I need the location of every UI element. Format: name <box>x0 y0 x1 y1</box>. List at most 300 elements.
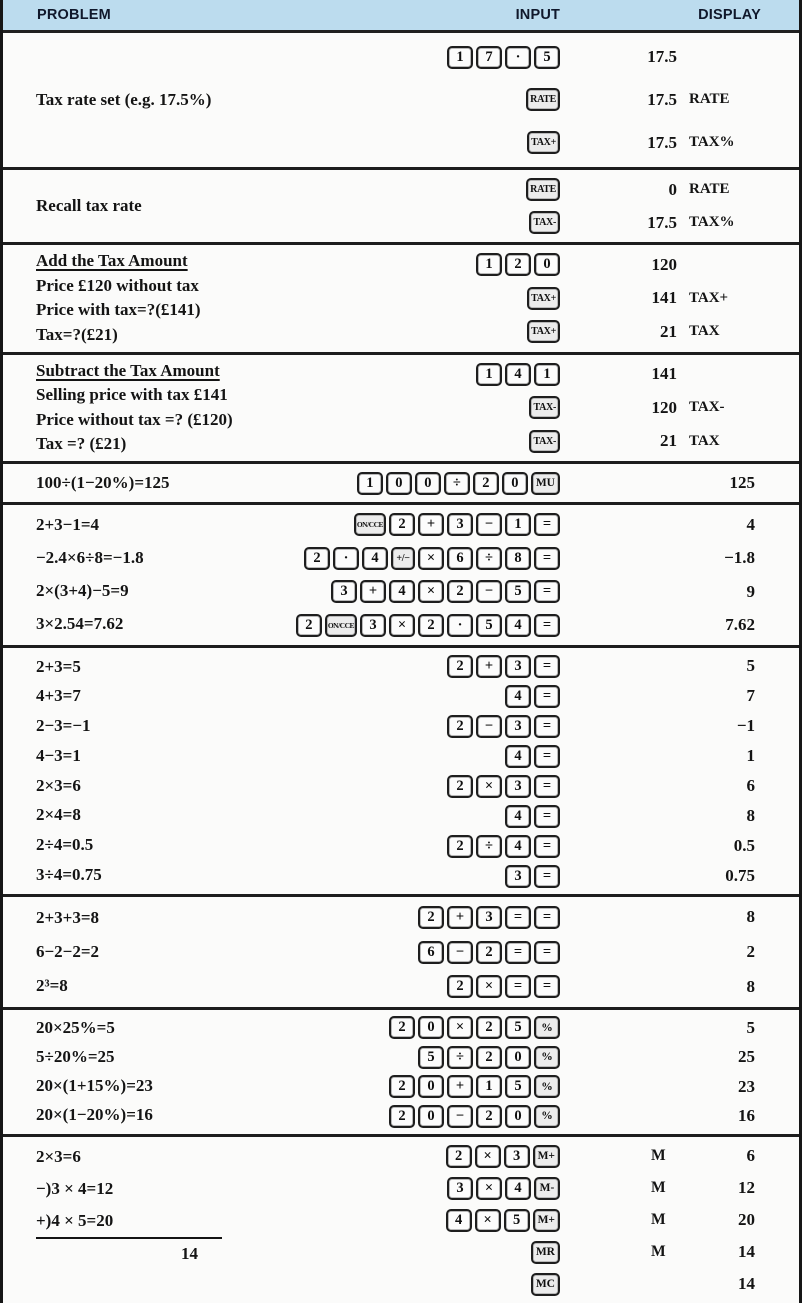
display-value: 8 <box>746 907 755 927</box>
display-cell <box>568 255 763 275</box>
calculator-key-2: 2 <box>476 941 502 964</box>
calculator-key-M+: M+ <box>533 1145 560 1168</box>
calculator-key-=: = <box>534 655 560 678</box>
problem-text: 2×4=8 <box>36 805 81 825</box>
display-cell <box>568 806 763 826</box>
display-label: RATE <box>689 91 730 108</box>
calculator-key-3: 3 <box>505 655 531 678</box>
instruction-step-row <box>335 775 799 798</box>
key-sequence <box>335 1177 568 1200</box>
calculator-key-0: 0 <box>534 253 560 276</box>
calculator-key-4: 4 <box>389 580 415 603</box>
display-value: 4 <box>746 514 755 534</box>
key-sequence <box>335 287 568 310</box>
problem-text: 3×2.54=7.62 <box>36 614 124 634</box>
calculator-key-TAX-: TAX- <box>529 211 560 234</box>
display-value: 12 <box>738 1178 755 1198</box>
display-value: 0.75 <box>725 866 755 886</box>
display-value: 1 <box>746 746 755 766</box>
display-value: 6 <box>746 1146 755 1166</box>
calculator-key-5: 5 <box>505 1016 531 1039</box>
problem-text: 2×3=6 <box>36 775 81 795</box>
display-cell <box>568 866 763 886</box>
key-sequence <box>335 1145 568 1168</box>
calculator-key-4: 4 <box>505 835 531 858</box>
calculator-key-3: 3 <box>331 580 357 603</box>
key-sequence <box>335 253 568 276</box>
instruction-step-row <box>335 655 799 678</box>
instruction-step-row <box>335 1204 799 1236</box>
key-sequence <box>335 655 568 678</box>
key-sequence <box>335 715 568 738</box>
instruction-step-row <box>335 211 799 234</box>
calculator-key-3: 3 <box>505 715 531 738</box>
display-value: 8 <box>746 806 755 826</box>
problem-text: Price without tax =? (£120) <box>36 409 233 429</box>
display-cell <box>568 288 763 308</box>
instruction-step-row <box>335 253 799 276</box>
problem-text: Tax =? (£21) <box>36 434 127 454</box>
table-section <box>3 648 799 897</box>
calculator-key-2: 2 <box>476 1016 502 1039</box>
calculator-key-5: 5 <box>476 614 502 637</box>
calculator-key-+: + <box>476 655 502 678</box>
key-sequence <box>293 580 568 603</box>
calculator-key-=: = <box>534 513 560 536</box>
calculator-key-MU: MU <box>531 472 560 495</box>
display-value: 125 <box>729 473 755 493</box>
display-cell <box>568 133 763 153</box>
instruction-step-row <box>335 715 799 738</box>
display-value: 0 <box>668 179 677 199</box>
display-value: −1.8 <box>724 548 755 568</box>
display-value: 14 <box>738 1242 755 1262</box>
calculator-key-1: 1 <box>476 253 502 276</box>
problem-cell <box>3 897 335 1007</box>
problem-text: 4+3=7 <box>36 686 81 706</box>
calculator-key-−: − <box>447 941 473 964</box>
calculator-key-M+: M+ <box>533 1209 560 1232</box>
display-cell <box>568 1047 763 1067</box>
steps-cell <box>335 355 799 462</box>
calculator-key-=: = <box>534 614 560 637</box>
instruction-step-row <box>335 396 799 419</box>
display-label: TAX <box>689 432 720 449</box>
steps-cell <box>335 245 799 352</box>
calculator-key-0: 0 <box>505 1105 531 1128</box>
problem-text: Tax rate set (e.g. 17.5%) <box>36 89 212 109</box>
problem-cell <box>3 1010 335 1134</box>
key-sequence <box>293 614 568 637</box>
instruction-step-row <box>335 745 799 768</box>
calculator-key-4: 4 <box>505 363 531 386</box>
calculator-key-÷: ÷ <box>447 1046 473 1069</box>
steps-cell <box>335 897 799 1007</box>
key-sequence <box>293 547 568 570</box>
problem-text: 5÷20%=25 <box>36 1047 115 1067</box>
instruction-step-row <box>335 320 799 343</box>
display-cell <box>568 1210 763 1230</box>
problem-text: 2×(3+4)−5=9 <box>36 581 129 601</box>
key-sequence <box>335 906 568 929</box>
table-section <box>3 33 799 170</box>
display-value: 20 <box>738 1210 755 1230</box>
display-value: 21 <box>660 431 677 451</box>
calculator-key-=: = <box>534 745 560 768</box>
display-cell <box>568 213 763 233</box>
calculator-key-=: = <box>534 805 560 828</box>
calculator-key-RATE: RATE <box>526 88 560 111</box>
key-sequence <box>335 472 568 495</box>
instruction-step-row <box>335 835 799 858</box>
problem-text: 2+3=5 <box>36 656 81 676</box>
calculator-key-TAX-: TAX- <box>529 396 560 419</box>
display-cell <box>568 836 763 856</box>
calculator-key-=: = <box>534 835 560 858</box>
calculator-key-1: 1 <box>534 363 560 386</box>
key-sequence <box>335 46 568 69</box>
calculator-key-4: 4 <box>505 1177 531 1200</box>
table-body <box>3 33 799 1303</box>
display-value: 6 <box>746 776 755 796</box>
calculator-key-6: 6 <box>447 547 473 570</box>
calculator-key-2: 2 <box>473 472 499 495</box>
instruction-step-row <box>335 975 799 998</box>
calculator-key-·: · <box>333 547 359 570</box>
display-value: 5 <box>746 1017 755 1037</box>
display-cell <box>568 746 763 766</box>
display-cell <box>568 90 763 110</box>
calculator-key-TAX-: TAX- <box>529 430 560 453</box>
calculator-key-=: = <box>505 975 531 998</box>
calculator-key-7: 7 <box>476 46 502 69</box>
key-sequence <box>335 685 568 708</box>
display-value: 7 <box>746 686 755 706</box>
instruction-step-row <box>335 805 799 828</box>
instruction-step-row <box>335 178 799 201</box>
steps-cell <box>335 464 799 502</box>
calculator-key-+/−: +/− <box>391 547 415 570</box>
calculator-key-3: 3 <box>505 775 531 798</box>
calculator-key-3: 3 <box>360 614 386 637</box>
memory-indicator: M <box>651 1243 666 1261</box>
calculator-key-5: 5 <box>418 1046 444 1069</box>
display-cell <box>568 776 763 796</box>
calculator-key-3: 3 <box>447 513 473 536</box>
problem-cell <box>3 245 335 352</box>
problem-text: Price with tax=?(£141) <box>36 300 201 320</box>
steps-cell <box>335 1010 799 1134</box>
problem-text: −2.4×6÷8=−1.8 <box>36 548 144 568</box>
key-sequence <box>335 1105 568 1128</box>
calculator-key-1: 1 <box>505 513 531 536</box>
calculator-key-2: 2 <box>418 906 444 929</box>
instruction-step-row <box>335 685 799 708</box>
display-label: TAX- <box>689 399 725 416</box>
key-sequence <box>335 1075 568 1098</box>
display-value: 17.5 <box>647 47 677 67</box>
calculator-key-ON/CCE: ON/CCE <box>354 513 386 536</box>
display-cell <box>568 1178 763 1198</box>
problem-cell <box>3 33 335 167</box>
problem-text: 2−3=−1 <box>36 716 91 736</box>
display-cell <box>568 656 763 676</box>
memory-indicator: M <box>651 1211 666 1229</box>
key-sequence <box>335 805 568 828</box>
table-section <box>3 464 799 505</box>
key-sequence <box>335 320 568 343</box>
display-value: 120 <box>651 254 677 274</box>
problem-text: 20×(1−20%)=16 <box>36 1105 153 1125</box>
problem-text: 20×25%=5 <box>36 1018 115 1038</box>
table-section <box>3 170 799 245</box>
problem-cell <box>3 355 335 462</box>
display-cell <box>568 548 763 568</box>
calculator-key-2: 2 <box>505 253 531 276</box>
calculator-key-=: = <box>534 715 560 738</box>
display-cell <box>568 686 763 706</box>
calculator-key-=: = <box>534 580 560 603</box>
problem-text: 3÷4=0.75 <box>36 864 102 884</box>
table-section <box>3 897 799 1010</box>
display-value: 17.5 <box>647 212 677 232</box>
display-cell <box>568 473 763 493</box>
table-section <box>3 505 799 648</box>
display-cell <box>568 907 763 927</box>
calculator-key-2: 2 <box>389 1016 415 1039</box>
problem-text: 6−2−2=2 <box>36 941 100 961</box>
problem-text: 2³=8 <box>36 975 68 995</box>
calculator-key-×: × <box>418 547 444 570</box>
instruction-step-row <box>335 1046 799 1069</box>
display-cell <box>568 1106 763 1126</box>
display-cell <box>568 582 763 602</box>
problem-text: Price £120 without tax <box>36 275 199 295</box>
calculator-key-4: 4 <box>505 805 531 828</box>
problem-text: Add the Tax Amount <box>36 251 188 270</box>
instruction-step-row <box>335 1172 799 1204</box>
instruction-step-row <box>335 1268 799 1300</box>
display-label: TAX% <box>689 214 735 230</box>
column-header-problem: PROBLEM <box>37 7 111 23</box>
display-cell <box>568 1077 763 1097</box>
key-sequence <box>335 975 568 998</box>
calculator-key-2: 2 <box>296 614 322 637</box>
table-section <box>3 355 799 465</box>
instruction-step-row <box>335 1016 799 1039</box>
instruction-step-row <box>335 472 799 495</box>
key-sequence <box>335 1046 568 1069</box>
display-value: 9 <box>746 581 755 601</box>
calculator-key-×: × <box>476 1177 502 1200</box>
table-section <box>3 245 799 355</box>
calculator-key-3: 3 <box>447 1177 473 1200</box>
calculator-key-TAX+: TAX+ <box>527 131 560 154</box>
display-cell <box>568 1146 763 1166</box>
calculator-key-2: 2 <box>389 1075 415 1098</box>
calculator-key-%: % <box>534 1046 560 1069</box>
table-section <box>3 1010 799 1137</box>
calculator-key-RATE: RATE <box>526 178 560 201</box>
calculator-key-2: 2 <box>304 547 330 570</box>
calculator-key-×: × <box>476 775 502 798</box>
display-value: 14 <box>738 1274 755 1294</box>
steps-cell <box>293 505 799 645</box>
problem-text: Tax=?(£21) <box>36 324 118 344</box>
display-value: 7.62 <box>725 615 755 635</box>
calculator-key-4: 4 <box>362 547 388 570</box>
instruction-step-row <box>335 865 799 888</box>
calculator-key-2: 2 <box>447 835 473 858</box>
calculator-key-+: + <box>360 580 386 603</box>
display-cell <box>568 1242 763 1262</box>
calculator-key-4: 4 <box>505 685 531 708</box>
instruction-step-row <box>335 1075 799 1098</box>
calculator-key-0: 0 <box>418 1016 444 1039</box>
display-cell <box>568 364 763 384</box>
calculator-key-0: 0 <box>505 1046 531 1069</box>
calculator-key-=: = <box>534 865 560 888</box>
table-section <box>3 1137 799 1303</box>
display-cell <box>568 515 763 535</box>
display-value: 16 <box>738 1106 755 1126</box>
problem-text: +)4 × 5=20 <box>36 1205 222 1239</box>
calculator-key-4: 4 <box>446 1209 472 1232</box>
problem-cell <box>3 464 335 502</box>
display-value: 25 <box>738 1047 755 1067</box>
key-sequence <box>335 131 568 154</box>
calculator-key-3: 3 <box>505 865 531 888</box>
calculator-key-×: × <box>475 1145 501 1168</box>
key-sequence <box>335 835 568 858</box>
problem-text: 100÷(1−20%)=125 <box>36 472 170 492</box>
instruction-step-row <box>335 430 799 453</box>
steps-cell <box>335 648 799 894</box>
calculator-key-2: 2 <box>447 580 473 603</box>
display-value: 2 <box>746 942 755 962</box>
display-value: 17.5 <box>647 132 677 152</box>
key-sequence <box>335 211 568 234</box>
display-value: 141 <box>651 288 677 308</box>
calculator-key-2: 2 <box>447 975 473 998</box>
calculator-key-2: 2 <box>389 1105 415 1128</box>
calculator-key-8: 8 <box>505 547 531 570</box>
calculator-key-1: 1 <box>476 1075 502 1098</box>
calculator-key-2: 2 <box>418 614 444 637</box>
calculator-key-÷: ÷ <box>476 835 502 858</box>
display-label: TAX <box>689 323 720 340</box>
display-value: 0.5 <box>733 836 755 856</box>
instruction-step-row <box>335 1140 799 1172</box>
calculator-key-0: 0 <box>386 472 412 495</box>
problem-text: Selling price with tax £141 <box>36 385 228 405</box>
calculator-key-3: 3 <box>476 906 502 929</box>
table-header-row <box>3 0 799 33</box>
calculator-key-0: 0 <box>418 1075 444 1098</box>
problem-text: 2÷4=0.5 <box>36 835 94 855</box>
display-value: −1 <box>736 716 755 736</box>
display-cell <box>568 431 763 451</box>
calculator-key-+: + <box>447 1075 473 1098</box>
calculator-key-1: 1 <box>476 363 502 386</box>
memory-indicator: M <box>651 1147 666 1165</box>
display-cell <box>568 47 763 67</box>
display-cell <box>568 398 763 418</box>
instruction-step-row <box>335 941 799 964</box>
display-value: 8 <box>746 976 755 996</box>
key-sequence <box>293 513 568 536</box>
steps-cell <box>335 1137 799 1303</box>
key-sequence <box>335 775 568 798</box>
calculator-key-1: 1 <box>357 472 383 495</box>
calculator-key-TAX+: TAX+ <box>527 287 560 310</box>
calculator-key-+: + <box>447 906 473 929</box>
key-sequence <box>335 363 568 386</box>
display-label: RATE <box>689 181 730 197</box>
display-value: 21 <box>660 321 677 341</box>
calculator-key-÷: ÷ <box>476 547 502 570</box>
key-sequence <box>335 1241 568 1264</box>
problem-text: 2×3=6 <box>36 1146 81 1166</box>
key-sequence <box>335 430 568 453</box>
display-cell <box>568 977 763 997</box>
calculator-key-·: · <box>447 614 473 637</box>
calculator-key-×: × <box>447 1016 473 1039</box>
instruction-step-row <box>335 906 799 929</box>
calculator-key-1: 1 <box>447 46 473 69</box>
calculator-key-2: 2 <box>447 775 473 798</box>
calculator-key-−: − <box>447 1105 473 1128</box>
instruction-step-row <box>335 1105 799 1128</box>
display-cell <box>568 716 763 736</box>
instruction-step-row <box>335 88 799 111</box>
memory-indicator: M <box>651 1179 666 1197</box>
calculator-key-MR: MR <box>531 1241 560 1264</box>
calculator-key-=: = <box>505 906 531 929</box>
calculator-key-ON/CCE: ON/CCE <box>325 614 357 637</box>
calculator-key-=: = <box>534 941 560 964</box>
display-cell <box>568 615 763 635</box>
problem-cell <box>3 648 335 894</box>
calculator-key-×: × <box>475 1209 501 1232</box>
calculator-key-%: % <box>534 1075 560 1098</box>
display-label: TAX% <box>689 134 735 151</box>
calculator-key-0: 0 <box>418 1105 444 1128</box>
problem-text: 4−3=1 <box>36 745 81 765</box>
calculator-key-%: % <box>534 1105 560 1128</box>
display-label: TAX+ <box>689 289 729 306</box>
instruction-step-row <box>335 1236 799 1268</box>
display-value: 23 <box>738 1076 755 1096</box>
calculator-key-=: = <box>534 975 560 998</box>
calculator-key-×: × <box>418 580 444 603</box>
column-header-input: INPUT <box>515 7 561 23</box>
calculator-key-÷: ÷ <box>444 472 470 495</box>
calculator-key-3: 3 <box>504 1145 530 1168</box>
instruction-step-row <box>335 131 799 154</box>
display-value: 120 <box>651 397 677 417</box>
calculator-key-−: − <box>476 715 502 738</box>
calculator-key-+: + <box>418 513 444 536</box>
key-sequence <box>335 88 568 111</box>
calculator-key-=: = <box>534 775 560 798</box>
calculator-key-2: 2 <box>389 513 415 536</box>
calculator-key-−: − <box>476 580 502 603</box>
key-sequence <box>335 1273 568 1296</box>
calculator-key-2: 2 <box>447 655 473 678</box>
calculator-key-0: 0 <box>502 472 528 495</box>
problem-text: 2+3−1=4 <box>36 515 100 535</box>
